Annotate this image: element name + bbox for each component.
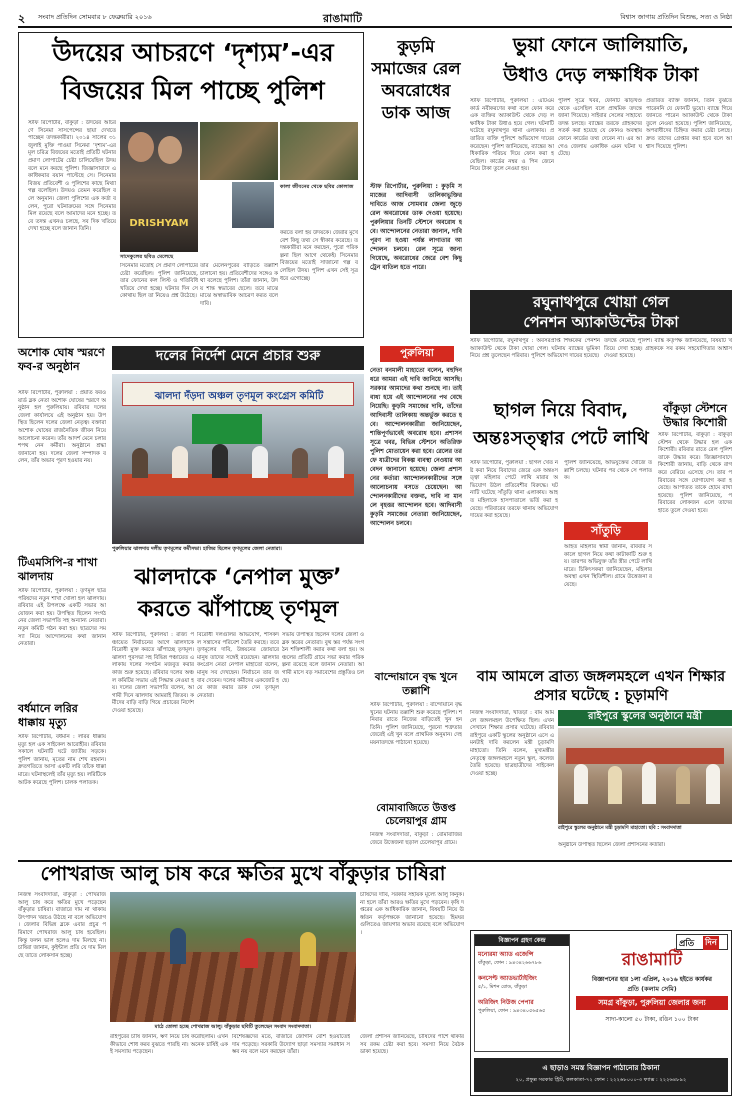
jhalda-body-1: স্টাফ রিপোর্টার, পুরুলিয়া : রাজ্য পঞ্চায়েত নির্বাচনের আগে ঝালদাকে বিরোধী মুক্ত করতে ঝাঁপাচ্ছে তৃণমূল। ঝালদা পুরসভা সহ বিভিন্ন পঞ্চায়েত এলাকায় দলের সংগঠন মজবুত করার কাজ শুরু হয়েছে। রবিবার দলের অঞ্চল কমিটির সভায় এই সিদ্ধান্ত নেওয়া হয়। দলের জেলা সভাপতি বলেন, আগামী দিনে ঝালদায় আমরাই জিতব। কর্মীদের বাড়ি বাড়ি গিয়ে প্রচারের নির্দেশ দেওয়া হয়েছে। <box>112 632 194 714</box>
logo-text-right: দিন <box>705 938 717 948</box>
ashok-headline: অশোক ঘোষ স্মরণে ফব-র অনুষ্ঠান <box>18 346 105 373</box>
ad-agents-box <box>474 934 570 1052</box>
pokhraj-body-4: বিশেষজ্ঞদের মতে, বাজারে জোগান বেশি হওয়াতেই দাম পড়েছে। সরকারি উদ্যোগ ছাড়া সমস্যার সমাধান সম্ভব নয় বলে মনে করছেন তাঁরা। <box>232 1034 350 1056</box>
drishyam-body-3: তার মেলেনপুরের বাড়িতে তল্লাশি চালানো হয়। প্রতিবেশীদের সঙ্গেও কথা বলেছে পুলিশ। তাঁরা জানান, উদয় শান্ত স্বভাবের ছেলে। তবে মাঝে মাঝে অস্বাভাবিক আচরণ করত বলে দাবি। <box>200 263 278 307</box>
ad-agent-address: পুরুলিয়া, ফোন : ৯৪৩৪০৫৬৫৬৫ <box>478 1008 546 1014</box>
masthead-tagline: বিশ্বাস জাগায় প্রতিদিন বিশুদ্ধ, সত্য ও নিষ্ঠা <box>620 13 732 21</box>
person-icon <box>706 764 720 804</box>
ad-agents-title: বিজ্ঞাপন গ্রহণ কেন্দ্র <box>475 935 569 946</box>
section-title: রাঙামাটি <box>323 12 362 25</box>
doler-headline: দলের নির্দেশ মেনে প্রচার শুরু <box>155 348 321 364</box>
person-icon <box>676 766 690 804</box>
potato-field <box>110 952 356 1022</box>
poster-face-icon <box>128 132 154 162</box>
farmer-icon <box>170 928 186 964</box>
drishyam-body-2: সিনেমার মতোই সে প্রমাণ লোপাটের চেষ্টা করেছিল। পুলিশ জানিয়েছে, তার ফোনের কল লিস্ট ও গতিবিধি খতিয়ে দেখা হচ্ছে। ঘটনার দিন সে কোথায় ছিল তা নিয়েও প্রশ্ন উঠেছে। <box>120 263 198 300</box>
ad-subtitle: বিজ্ঞাপনের হার ১লা এপ্রিল, ২০১৬ হইতে কার্যকর <box>592 976 712 983</box>
masthead-rule <box>18 26 732 28</box>
person-icon <box>642 762 656 804</box>
bhuya-body-3: প্রতারিত ব্যক্তি জানান, তিনি বুঝতে পারেননি যে ফোনটি ভুয়ো। ব্যাঙ্কে গিয়ে জানতে পারেন অ্যাকাউন্ট থেকে টাকা তুলে নেওয়া হয়েছে। পুলিশ জানিয়েছে, অপরাধীদের চিহ্নিত করার চেষ্টা চলছে। দ্রুত তাদের গ্রেপ্তার করা হবে বলে আশ্বাস দিয়েছে পুলিশ। <box>646 98 732 150</box>
bomb-body: নিজস্ব সংবাদদাতা, বাঁকুড়া : বোমাবাজির জেরে উত্তেজনা ছড়াল চেলেয়াপুর গ্রামে। <box>370 832 462 846</box>
person-icon <box>132 448 148 478</box>
kurmi-body-2: নেতা বনমালী মাহাতো বলেন, বহুদিন ধরে আমরা এই দাবি জানিয়ে আসছি। সরকার আমাদের কথা শুনছে না। তাই বাধ্য হয়ে এই আন্দোলনের পথ বেছে নিয়েছি। কুড়মি সমাজের দাবি, তাঁদের আদিবাসী তালিকায় অন্তর্ভুক্ত করতে হবে। আন্দোলনকারীরা জানিয়েছেন, শান্তিপূর্ণভাবেই অবরোধ হবে। প্রশাসন সূত্রে খবর, বিভিন্ন স্টেশনে অতিরিক্ত পুলিশ মোতায়েন করা হবে। রেলের তরফে যাত্রীদের বিকল্প ব্যবস্থা নেওয়ার আবেদন জানানো হয়েছে। জেলা প্রশাসনের কর্তারা আন্দোলনকারীদের সঙ্গে আলোচনায় বসতে চেয়েছেন। আন্দোলনকারীদের বক্তব্য, দাবি না মানলে বৃহত্তর আন্দোলন হবে। আদিবাসী কুড়মি সমাজের নেতারা জানিয়েছেন, আন্দোলন চলবে। <box>370 367 462 527</box>
ad-agent-name: মনোরমা অ্যাড এজেন্সি <box>478 951 534 958</box>
bandwan-headline: বান্দোয়ানে বৃদ্ধ খুনে তল্লাশি <box>374 671 458 697</box>
bhuya-headline-2: উধাও দেড় লক্ষাধিক টাকা <box>503 64 699 86</box>
pokhraj-body-1: নিজস্ব সংবাদদাতা, বাঁকুড়া : পোখরাজ আলু চাষ করে ক্ষতির মুখে পড়েছেন বাঁকুড়ার চাষিরা। বাজারে দাম না থাকায় উৎপাদন খরচও উঠছে না বলে অভিযোগ। জেলার বিভিন্ন ব্লকে এবার প্রচুর পরিমাণে পোখরাজ আলু চাষ হয়েছিল। কিন্তু ফলন ভাল হলেও দাম মিলছে না। চাষিরা জানান, কুইন্টাল প্রতি যে দাম মিলছে তাতে লোকসান হচ্ছে। <box>18 892 106 959</box>
drishyam-poster-photo <box>120 122 198 252</box>
person-icon <box>172 446 188 478</box>
logo-text-left: প্রতি <box>679 939 695 949</box>
bhuya-body-2: পুলিশ সূত্রে খবর, ফোনটি ঝাড়খণ্ড থেকে এসেছিল বলে প্রাথমিক তদন্তে জানা গিয়েছে। সাইবার সেলের সাহায্যে তদন্ত চলছে। ব্যাঙ্কের তরফে গ্রাহকদের সতর্ক করা হয়েছে যে কোনও অবস্থায় ফোনে কার্ডের তথ্য দেবেন না। এর আগেও জেলায় একাধিক এমন ঘটনা ঘটেছে। <box>558 98 642 158</box>
scene-photo <box>280 122 358 180</box>
pratidin-logo <box>676 934 728 950</box>
raipur-photo <box>558 728 732 824</box>
person-icon <box>292 448 308 478</box>
pokhraj-photo <box>110 892 356 1022</box>
drishyam-body-4: করতে বলা হয় উদয়কে। জেরার মুখে বেশ কিছু তথ্য সে স্বীকার করেছে। তদন্তকারীরা মনে করছেন, পুরো পরিকল্পনা ছিল আগে থেকেই। সিনেমার বিজয়ের মতোই সাজানো গল্প বলেছিল উদয়। পুলিশ এখন সেই সূত্র ধরে এগোচ্ছে। <box>280 230 358 282</box>
doler-meeting-photo <box>112 374 364 544</box>
kurmi-body: স্টাফ রিপোর্টার, পুরুলিয়া : কুড়মি সমাজের আদিবাসী তালিকাভুক্তির দাবিতে আজ সোমবার জেলা জুড়ে রেল অবরোধের ডাক দেওয়া হয়েছে। পুরুলিয়ার তিনটি স্টেশনে অবরোধ হবে। আন্দোলনের নেতারা জানান, দাবি পূরণ না হওয়া পর্যন্ত লাগাতার আন্দোলন চলবে। রেল সূত্রে জানা গিয়েছে, অবরোধের জেরে বেশ কিছু ট্রেন বাতিল হতে পারে। <box>370 183 462 271</box>
person-icon <box>608 766 622 804</box>
bankura-station-headline: বাঁকুড়া স্টেশনে উদ্ধার কিশোরী <box>663 402 727 429</box>
raghunathpur-body-2: তদন্তে নেমেছে পুলিশ। ব্যাঙ্ক কর্তৃপক্ষ জানিয়েছে, বিষয়টি খতিয়ে দেখা হচ্ছে। গ্রাহককে সব রকম সহযোগিতার আশ্বাস দেওয়া হয়েছে। <box>604 338 732 360</box>
bhuya-body-1: স্টাফ রিপোর্টার, পুরুলিয়া : এটিএম কার্ড নবীকরণের কথা বলে ফোন করে এক ব্যক্তির অ্যাকাউন্ট থেকে দেড় লক্ষাধিক টাকা উধাও হয়ে গেল। ঘটনাটি ঘটেছে রঘুনাথপুর থানা এলাকায়। প্রতারিত ব্যক্তি পুলিশে অভিযোগ দায়ের করেছেন। পুলিশ জানিয়েছে, ব্যাঙ্কের আধিকারিক পরিচয় দিয়ে ফোন করা হয়েছিল। কার্ডের নম্বর ও পিন জেনে নিয়ে টাকা তুলে নেওয়া হয়। <box>470 98 554 173</box>
bardhaman-body: স্টাফ রিপোর্টার, বর্ধমান : লরির ধাক্কায় মৃত্যু হল এক সাইকেল আরোহীর। রবিবার সকালে ঘটনাটি ঘটে জাতীয় সড়কে। পুলিশ জানায়, মৃতের নাম শেখ রহমান। দ্রুতগতিতে আসা একটি লরি তাঁকে ধাক্কা মারে। ঘটনাস্থলেই তাঁর মৃত্যু হয়। লরিটিকে আটক করেছে পুলিশ। চালক পলাতক। <box>18 734 106 786</box>
bardhaman-headline: বর্ধমানে লরির ধাক্কায় মৃত্যু <box>18 702 78 729</box>
santuri-tag: সাঁতুড়ি <box>564 522 648 540</box>
photo-caption-2: কালা জীবনের থেকে ছবির কোলাজ <box>280 184 354 190</box>
raghunathpur-headline-2: পেনশন অ্যাকাউন্টের টাকা <box>523 313 679 331</box>
person-icon <box>252 446 268 478</box>
masthead <box>18 10 732 24</box>
stage-cloth <box>566 748 724 764</box>
person-icon <box>212 444 228 478</box>
pokhraj-body-3: রাইপুরের চাষি জানান, ঋণ নিয়ে চাষ করেছিলাম। এখন কীভাবে শোধ করব বুঝতে পারছি না। অনেক চাষিই একই সমস্যায় পড়েছেন। <box>110 1034 228 1056</box>
ad-footer-address: ২০, প্রফুল্ল সরকার স্ট্রিট, কলকাতা-৭২ ফোন : ২২২৬৮০০০-৩ ফ্যাক্স : ২২২৬৪৮৯২ <box>515 1077 687 1083</box>
party-flag <box>192 414 262 444</box>
bam-body-2: অনুষ্ঠানে উপস্থিত ছিলেন জেলা প্রশাসনের কর্তারা। <box>558 842 666 848</box>
jhalda-body-2: বিরোধী দলগুলির অভিযোগ, শাসকদল সন্ত্রাসের পরিবেশ তৈরি করছে। তবে তৃণমূলের দাবি, উন্নয়নের জোয়ারে মানুষ তাদের সঙ্গেই রয়েছেন। ঝালদার কংগ্রেস নেতা নেপাল মাহাতো বলেন, মানুষ সব দেখছেন। নির্বাচনে তার জবাব দেবেন। দলের কর্মীদের একজোট হয়ে কাজ করার ডাক দেন তৃণমূল নেতারা। <box>197 632 279 699</box>
farmer-icon <box>240 938 258 968</box>
raghunathpur-headline-1: রঘুনাথপুরে খোয়া গেল <box>532 293 669 311</box>
chhagal-body-1: স্টাফ রিপোর্টার, পুরুলিয়া : ছাগল খেত নষ্ট করা নিয়ে বিবাদের জেরে এক অন্তঃসত্ত্বা মহিলার পেটে লাথি মারার অভিযোগ উঠল প্রতিবেশীর বিরুদ্ধে। ঘটনাটি ঘটেছে সাঁতুড়ি থানা এলাকায়। আহত মহিলাকে হাসপাতালে ভর্তি করা হয়েছে। পরিবারের তরফে থানায় অভিযোগ দায়ের করা হয়েছে। <box>470 460 558 520</box>
raghunathpur-body-1: স্টাফ রিপোর্টার, রঘুনাথপুর : অবসরপ্রাপ্ত শিক্ষকের পেনশন অ্যাকাউন্ট থেকে টাকা খোয়া গেল। ঘটনায় ব্যাঙ্কের ভূমিকা নিয়ে প্রশ্ন তুলেছেন পরিবার। পুলিশে অভিযোগ দায়ের হয়েছে। <box>470 338 600 360</box>
drishyam-headline-2: বিজয়ের মিল পাচ্ছে পুলিশ <box>61 76 325 105</box>
bomb-headline: বোমাবাজিতে উত্তপ্ত চেলেয়াপুর গ্রাম <box>376 803 456 827</box>
kurmi-headline: কুড়মি সমাজের রেল অবরোধের ডাক আজ <box>371 37 461 122</box>
masthead-date: সংবাদ প্রতিদিন সোমবার ৮ ফেব্রুয়ারি ২০১৬ <box>38 13 152 21</box>
poster-title: DRISHYAM <box>129 218 189 229</box>
purulia-tag: পুরুলিয়া <box>380 346 454 362</box>
raghunathpur-banner <box>470 290 732 334</box>
drishyam-body-1: স্টাফ রিপোর্টার, বাঁকুড়া : উদয়ের আচরণে সিনেমা সাসপেন্সের ছায়া দেখতে পাচ্ছেন তদন্তকারীরা। ২০১৪ সালের ৩১ জুলাই মুক্তি পাওয়া সিনেমা ‘দৃশ্যম’-এর মূল চরিত্র বিজয়ের মতোই প্রতিটি ঘটনার প্রমাণ লোপাটের চেষ্টা চালিয়েছিল উদয় বলে মনে করছে পুলিশ। জিজ্ঞাসাবাদে একাধিকবার বয়ান পাল্টেছে সে। সিনেমার বিজয় প্রতিবেশী ও পুলিশের কাছে মিথ্যা গল্প বলেছিল। উদয়ও তেমন করেছিল বলে অনুমান। জেলা পুলিশের এক কর্তা বলেন, পুরো ঘটনাক্রমের সঙ্গে সিনেমার মিল রয়েছে বলে আমাদের মনে হচ্ছে। তবে তদন্ত এখনও চলছে, সব দিক খতিয়ে দেখা হচ্ছে বলে জানান তিনি। <box>28 120 116 233</box>
ad-agent-name: কনসেপ্ট অ্যাডভার্টাইজিং <box>478 975 537 982</box>
scene-photo <box>200 122 278 180</box>
bam-headline: বাম আমলে ব্রাত্য জঙ্গলমহলে এখন শিক্ষার প্রসার ঘটেছে : চূড়ামণি <box>476 669 726 704</box>
raipur-banner <box>558 710 732 726</box>
ad-rate-detail: সাদা-কালো ৫০ টাকা, রঙিন ১০০ টাকা <box>605 1016 699 1023</box>
chhagal-body-2: পুলিশ জানিয়েছে, অভিযুক্তের খোঁজে তল্লাশি চলছে। ঘটনার পর থেকে সে পলাতক। <box>564 460 652 482</box>
doler-caption: পুরুলিয়ার ঝালদায় দলীয় তৃণমূলের কর্মীসভা। হাজির ছিলেন তৃণমূলের জেলা নেতারা। <box>112 546 282 552</box>
ad-footer <box>474 1058 728 1092</box>
party-banner-text: ঝালদা দঁড়দা অঞ্চল তৃণমূল কংগ্রেস কমিটি <box>154 391 324 402</box>
photo-caption: সাদেকুলের ছবিও মেলেছে <box>120 254 174 260</box>
bandwan-body: স্টাফ রিপোর্টার, পুরুলিয়া : বান্দোয়ানে বৃদ্ধ খুনের ঘটনায় তল্লাশি শুরু করেছে পুলিশ। শনিবার রাতে নিজের বাড়িতেই খুন হন তিনি। পুলিশ জানিয়েছে, পুরনো শত্রুতার জেরেই এই খুন বলে প্রাথমিক অনুমান। দেহ ময়নাতদন্তে পাঠানো হয়েছে। <box>370 702 462 746</box>
ad-title: রাঙামাটি <box>621 950 683 970</box>
bam-body-1: নিজস্ব সংবাদদাতা, খাতড়া : বাম আমলে জঙ্গলমহল উপেক্ষিত ছিল। এখন সেখানে শিক্ষার প্রসার ঘটেছে। রবিবার রাইপুরে একটি স্কুলের অনুষ্ঠানে এসে এমনটাই দাবি করলেন মন্ত্রী চূড়ামণি মাহাতো। তিনি বলেন, মুখ্যমন্ত্রীর নেতৃত্বে জঙ্গলমহলে নতুন স্কুল, কলেজ তৈরি হয়েছে। ছাত্রছাত্রীদের সাইকেল দেওয়া হচ্ছে। <box>470 710 554 777</box>
chhagal-body-3: আহত মহিলার স্বামী জানান, রবিবার সকালে ছাগল নিয়ে কথা কাটাকাটি শুরু হয়। তারপর অভিযুক্ত তাঁর স্ত্রীর পেটে লাথি মারে। চিকিৎসকরা জানিয়েছেন, মহিলার অবস্থা এখন স্থিতিশীল। গ্রামে উত্তেজনা রয়েছে। <box>564 544 652 588</box>
stage-cloth <box>122 474 354 496</box>
jhalda-headline-1: ঝালদাকে ‘নেপাল মুক্ত’ <box>134 565 342 590</box>
ad-agent-address: বাঁকুড়া, ফোন : ৯৪৩৪২৬৬৭৮৬ <box>478 960 542 966</box>
accused-photo <box>232 182 274 228</box>
pokhraj-body-5: জেলা প্রশাসন জানিয়েছে, চাষিদের পাশে থাকার সব রকম চেষ্টা করা হবে। সমস্যা নিয়ে বৈঠক ডাকা হয়েছে। <box>360 1034 464 1056</box>
tmcp-body: স্টাফ রিপোর্টার, পুরুলিয়া : তৃণমূল ছাত্র পরিষদের নতুন শাখা খোলা হল ঝালদায়। রবিবার এই উপলক্ষে একটি সভার আয়োজন করা হয়। উপস্থিত ছিলেন সংগঠনের জেলা সভাপতি সহ অন্যান্য নেতারা। নতুন কমিটি গঠন করা হয়। ছাত্রদের সমস্যা নিয়ে আন্দোলনের কথা জানান নেতারা। <box>18 588 106 648</box>
farmer-icon <box>300 932 316 966</box>
bhuya-headline-1: ভুয়া ফোনে জালিয়াতি, <box>513 34 689 56</box>
ad-footer-title: এ ছাড়াও সমস্ত বিজ্ঞাপন পাঠানোর ঠিকানা <box>542 1064 660 1072</box>
pokhraj-headline: পোখরাজ আলু চাষ করে ক্ষতির মুখে বাঁকুড়ার চাষিরা <box>40 862 446 885</box>
doler-banner <box>112 346 364 370</box>
party-banner <box>122 382 354 406</box>
ad-agent-name: অরিজিৎ নিউজ পেপার <box>478 999 534 1006</box>
chhagal-headline-2: অন্তঃসত্ত্বার পেটে লাথি <box>473 428 649 449</box>
raipur-headline: রাইপুরে স্কুলের অনুষ্ঠানে মন্ত্রী <box>588 711 702 722</box>
pokhraj-caption: মাঠে তোলা হচ্ছে পোখরাজ আলু। বাঁকুড়ার ছবিটি তুলেছেন সংবাদ সংবাদদাতা। <box>154 1024 312 1030</box>
ashok-body: স্টাফ রিপোর্টার, পুরুলিয়া : প্রয়াত ফরওয়ার্ড ব্লক নেতা অশোক ঘোষের স্মরণে অনুষ্ঠান হল পুরুলিয়ায়। রবিবার দলের জেলা কার্যালয়ে এই অনুষ্ঠান হয়। উপস্থিত ছিলেন দলের জেলা নেতৃত্ব। বক্তারা অশোক ঘোষের রাজনৈতিক জীবন নিয়ে আলোচনা করেন। তাঁর আদর্শ মেনে চলার শপথ নেন কর্মীরা। অনুষ্ঠানে শ্রদ্ধা জানানো হয়। দলের জেলা সম্পাদক বলেন, তাঁর অভাব পূরণ হওয়ার নয়। <box>18 390 106 465</box>
tmcp-headline: টিএমসিপি-র শাখা ঝালদায় <box>18 556 98 583</box>
pokhraj-body-2: চাষিদের দাবি, সরকার সহায়ক মূল্যে আলু কিনুক। না হলে তাঁরা আরও ক্ষতির মুখে পড়বেন। কৃষি দপ্তরের এক আধিকারিক জানান, বিষয়টি নিয়ে ঊর্ধ্বতন কর্তৃপক্ষকে জানানো হয়েছে। হিমঘরগুলিতেও জায়গার অভাব রয়েছে বলে অভিযোগ। <box>360 892 464 936</box>
drishyam-headline-1: উদয়ের আচরণে ‘দৃশ্যম’-এর <box>52 38 334 67</box>
ad-region: সমগ্র বাঁকুড়া, পুরুলিয়া জেলার জন্য <box>576 996 728 1010</box>
poster-face-icon <box>158 136 182 164</box>
person-icon <box>574 764 588 804</box>
raipur-caption: রাইপুরে স্কুলের অনুষ্ঠানে মন্ত্রী চূড়ামণি মাহাতো। ছবি : সংবাদদাতা <box>558 826 682 831</box>
person-icon <box>328 446 344 478</box>
chhagal-headline-1: ছাগল নিয়ে বিবাদ, <box>493 400 629 421</box>
jhalda-headline-2: করতে ঝাঁপাচ্ছে তৃণমূল <box>137 597 339 622</box>
page-number: ২ <box>18 12 26 25</box>
bankura-station-body: স্টাফ রিপোর্টার, বাঁকুড়া : বাঁকুড়া স্টেশন থেকে উদ্ধার হল এক কিশোরী। রবিবার রাতে রেল পুলিশ তাকে উদ্ধার করে। জিজ্ঞাসাবাদে কিশোরী জানায়, বাড়ি থেকে রাগ করে বেরিয়ে এসেছে সে। তার পরিবারের সঙ্গে যোগাযোগ করা হয়েছে। আপাতত তাকে হোমে রাখা হয়েছে। পুলিশ জানিয়েছে, পরিবারের লোকজন এলে তাদের হাতে তুলে দেওয়া হবে। <box>658 432 732 514</box>
ad-rate-line: প্রতি (কলাম সেমি) <box>627 985 677 993</box>
ad-agent-address: ৫/১, মিশন রোড, বাঁকুড়া <box>478 984 527 990</box>
jhalda-body-3: সভায় উপস্থিত ছিলেন দলের জেলা ও ব্লক স্তরের নেতারা। বুথ স্তর পর্যন্ত সংগঠন শক্তিশালী করার কথা বলা হয়। অঞ্চলের প্রতিটি গ্রামে সভা করার পরিকল্পনা রয়েছে বলে জানান নেতারা। আগামী মাসে বড় সমাবেশের প্রস্তুতিও চলছে। <box>282 632 364 684</box>
